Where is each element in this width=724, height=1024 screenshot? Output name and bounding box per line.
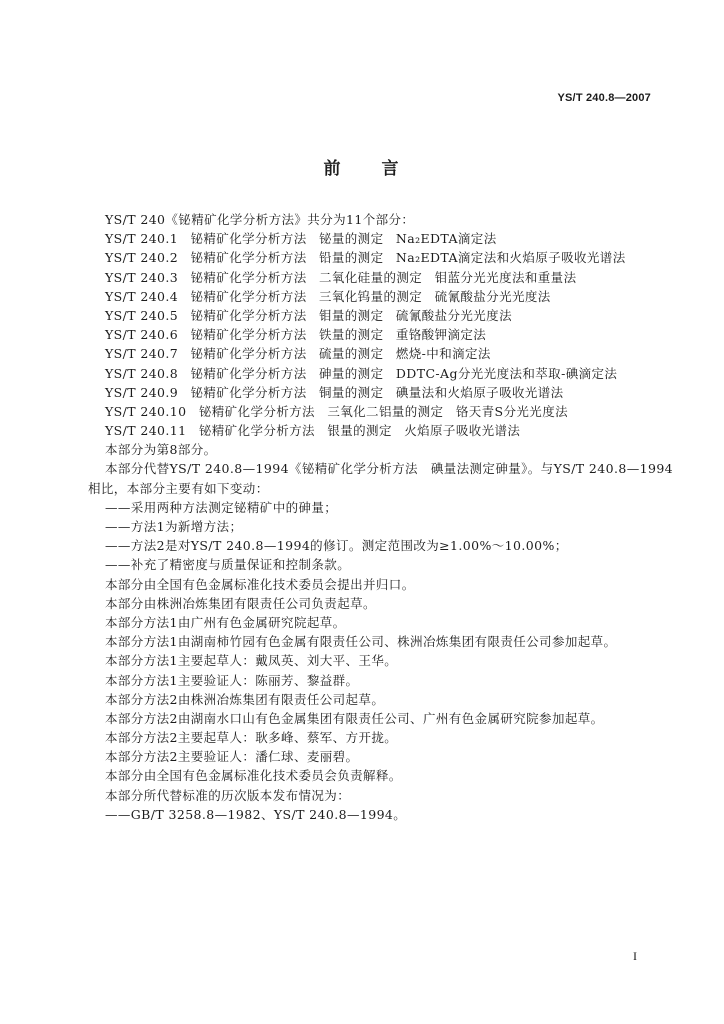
part-entry <box>0 306 724 325</box>
statement: 本部分方法1由广州有色金属研究院起草。 <box>105 614 346 630</box>
part-subject: 铋量的测定 <box>318 231 384 247</box>
part-title: 铋精矿化学分析方法 <box>190 365 307 381</box>
part-subject: 三氧化钨量的测定 <box>318 288 423 304</box>
statement: 本部分方法1由湖南柿竹园有色金属有限责任公司、株洲冶炼集团有限责任公司参加起草。 <box>105 634 617 650</box>
part-title: 铋精矿化学分析方法 <box>190 307 307 323</box>
statement: 本部分所代替标准的历次版本发布情况为： <box>105 787 351 803</box>
part-entry <box>0 402 724 421</box>
part-subject: 银量的测定 <box>327 423 392 439</box>
part-code: YS/T 240.6 <box>105 327 179 343</box>
part-method: Na₂EDTA滴定法和火焰原子吸收光谱法 <box>395 250 626 266</box>
part-statement: 本部分为第8部分。 <box>105 442 217 458</box>
part-subject: 铅量的测定 <box>318 250 384 266</box>
part-subject: 硫量的测定 <box>318 346 384 362</box>
statement: 本部分方法2主要验证人：潘仁球、麦丽碧。 <box>105 749 359 765</box>
change-item: ——采用两种方法测定铋精矿中的砷量； <box>105 499 338 515</box>
part-title: 铋精矿化学分析方法 <box>190 384 307 400</box>
part-method: 钼蓝分光光度法和重量法 <box>434 269 577 285</box>
part-code: YS/T 240.1 <box>105 231 179 247</box>
part-method: 铬天青S分光光度法 <box>455 403 568 419</box>
part-title: 铋精矿化学分析方法 <box>190 327 307 343</box>
page-title: 前 言 <box>323 159 411 179</box>
part-method: Na₂EDTA滴定法 <box>395 231 497 247</box>
part-code: YS/T 240.3 <box>105 269 179 285</box>
part-method: 硫氰酸盐分光光度法 <box>434 288 551 304</box>
part-entry <box>0 248 724 267</box>
part-entry <box>0 383 724 402</box>
part-subject: 铜量的测定 <box>318 384 384 400</box>
part-title: 铋精矿化学分析方法 <box>198 403 315 419</box>
part-method: 硫氰酸盐分光光度法 <box>395 307 512 323</box>
replacement-statement-continued: 相比，本部分主要有如下变动： <box>88 480 269 496</box>
part-subject: 三氧化二铝量的测定 <box>327 403 444 419</box>
change-item: ——补充了精密度与质量保证和控制条款。 <box>105 557 351 573</box>
part-method: 重铬酸钾滴定法 <box>395 327 487 343</box>
part-code: YS/T 240.8 <box>105 365 179 381</box>
part-entry <box>0 287 724 306</box>
series-intro: YS/T 240《铋精矿化学分析方法》共分为11个部分： <box>105 212 415 227</box>
part-code: YS/T 240.4 <box>105 288 179 304</box>
statement: 本部分方法1主要验证人：陈丽芳、黎益群。 <box>105 672 359 688</box>
part-subject: 钼量的测定 <box>318 307 384 323</box>
version-history: ——GB/T 3258.8—1982、YS/T 240.8—1994。 <box>105 806 407 822</box>
part-method: 燃烧-中和滴定法 <box>395 346 491 362</box>
statement: 本部分方法2主要起草人：耿多峰、蔡军、方开拢。 <box>105 730 398 746</box>
part-title: 铋精矿化学分析方法 <box>190 231 307 247</box>
part-code: YS/T 240.5 <box>105 307 179 323</box>
part-entry <box>0 268 724 287</box>
part-subject: 铁量的测定 <box>318 327 384 343</box>
foreword-body <box>0 210 724 824</box>
part-title: 铋精矿化学分析方法 <box>190 269 307 285</box>
statement: 本部分方法1主要起草人：戴凤英、刘大平、王华。 <box>105 653 398 669</box>
part-subject: 砷量的测定 <box>318 365 384 381</box>
part-subject: 二氧化硅量的测定 <box>318 269 423 285</box>
part-entry <box>0 421 724 440</box>
statement: 本部分由全国有色金属标准化技术委员会负责解释。 <box>105 768 402 784</box>
part-code: YS/T 240.11 <box>105 423 187 439</box>
statement: 本部分方法2由株洲冶炼集团有限责任公司起草。 <box>105 691 385 707</box>
part-method: 火焰原子吸收光谱法 <box>404 423 521 439</box>
change-item: ——方法1为新增方法； <box>105 519 243 534</box>
page-number: I <box>633 949 637 963</box>
part-title: 铋精矿化学分析方法 <box>198 423 315 439</box>
part-entry <box>0 364 724 383</box>
part-code: YS/T 240.7 <box>105 346 179 362</box>
statement: 本部分方法2由湖南水口山有色金属集团有限责任公司、广州有色金属研究院参加起草。 <box>105 710 604 726</box>
part-method: 碘量法和火焰原子吸收光谱法 <box>395 384 564 400</box>
standard-number: YS/T 240.8—2007 <box>557 92 651 104</box>
part-title: 铋精矿化学分析方法 <box>190 250 307 266</box>
part-code: YS/T 240.2 <box>105 250 179 266</box>
part-entry <box>0 344 724 363</box>
part-entry <box>0 229 724 248</box>
part-title: 铋精矿化学分析方法 <box>190 288 307 304</box>
part-code: YS/T 240.10 <box>105 403 187 419</box>
statement: 本部分由全国有色金属标准化技术委员会提出并归口。 <box>105 576 415 592</box>
part-method: DDTC-Ag分光光度法和萃取-碘滴定法 <box>395 365 618 381</box>
replacement-statement: 本部分代替YS/T 240.8—1994《铋精矿化学分析方法 碘量法测定砷量》。与YS/T 240.8—1994 <box>105 461 674 477</box>
change-item: ——方法2是对YS/T 240.8—1994的修订。测定范围改为≥1.00%～10.00%； <box>105 538 568 554</box>
statement: 本部分由株洲冶炼集团有限责任公司负责起草。 <box>105 595 376 611</box>
part-code: YS/T 240.9 <box>105 384 179 400</box>
part-title: 铋精矿化学分析方法 <box>190 346 307 362</box>
part-entry <box>0 325 724 344</box>
